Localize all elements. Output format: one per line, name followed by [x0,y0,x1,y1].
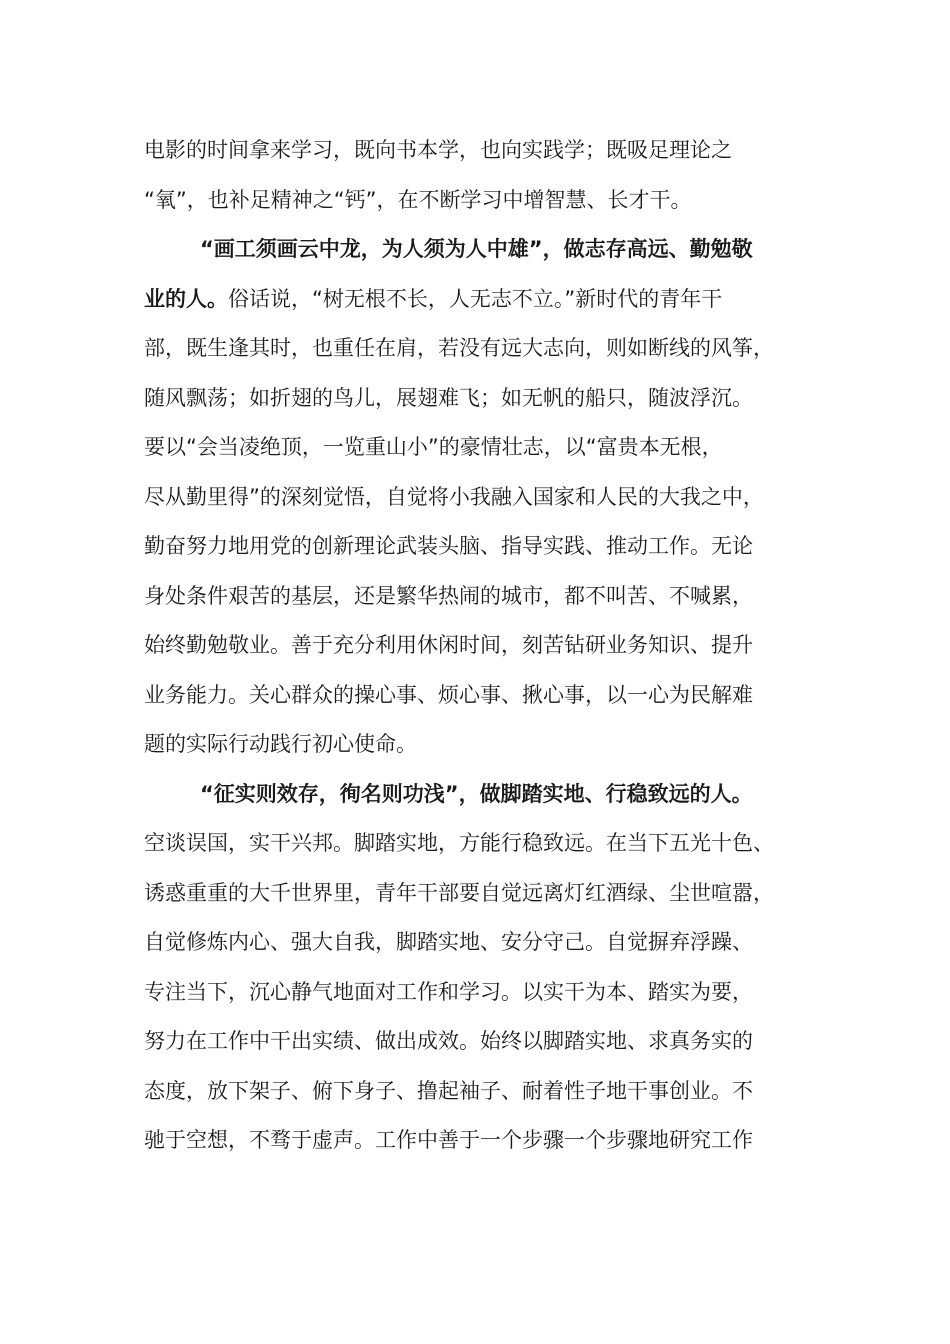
line-text: 随风飘荡；如折翅的鸟儿，展翅难飞；如无帆的船只，随波浮沉。 [144,385,753,410]
text-line [144,522,810,572]
line-text: 态度，放下架子、俯下身子、撸起袖子、耐着性子地干事创业。不 [144,1078,753,1103]
text-line [144,1116,810,1166]
bold-heading: “征实则效存，徇名则功浅”，做脚踏实地、行稳致远的人。 [200,781,753,806]
line-text: 部，既生逢其时，也重任在肩，若没有远大志向，则如断线的风筝， [144,336,774,360]
text-line [144,819,810,869]
text-line [144,869,810,919]
text-line [144,126,810,176]
text-line [144,423,810,473]
text-line [144,1067,810,1117]
line-text: 电影的时间拿来学习，既向书本学，也向实践学；既吸足理论之 [144,138,732,162]
bold-heading: 业的人。 [144,286,228,311]
line-text: 努力在工作中干出实绩、做出成效。始终以脚踏实地、求真务实的 [144,1029,753,1053]
paragraph-heading-line [144,770,810,820]
text-line [144,968,810,1018]
line-text: 驰于空想，不骛于虚声。工作中善于一个步骤一个步骤地研究工作 [144,1128,753,1152]
line-text: 俗话说，“树无根不长，人无志不立。”新时代的青年干 [228,286,723,311]
document-body [144,126,810,1166]
text-line [144,176,810,226]
line-text: 尽从勤里得”的深刻觉悟，自觉将小我融入国家和人民的大我之中， [144,484,764,509]
line-text: 自觉修炼内心、强大自我，脚踏实地、安分守己。自觉摒弃浮躁、 [144,930,753,954]
line-text: 要以“会当凌绝顶，一览重山小”的豪情壮志，以“富贵本无根， [144,435,723,459]
line-text: 身处条件艰苦的基层，还是繁华热闹的城市，都不叫苦、不喊累， [144,583,753,608]
line-text: 始终勤勉敬业。善于充分利用休闲时间，刻苦钻研业务知识、提升 [144,633,753,657]
text-line [144,374,810,424]
text-line [144,671,810,721]
paragraph-heading-line [144,225,810,275]
text-line [144,621,810,671]
line-text: 题的实际行动践行初心使命。 [144,732,417,756]
text-line [144,572,810,622]
bold-heading: “画工须画云中龙，为人须为人中雄”，做志存高远、勤勉敬 [200,237,753,261]
text-line [144,473,810,523]
text-line [144,720,810,770]
text-line [144,1017,810,1067]
line-text: 勤奋努力地用党的创新理论武装头脑、指导实践、推动工作。无论 [144,534,753,558]
line-text: 业务能力。关心群众的操心事、烦心事、揪心事，以一心为民解难 [144,682,753,707]
line-text: 空谈误国，实干兴邦。脚踏实地，方能行稳致远。在当下五光十色、 [144,831,774,855]
line-text: 专注当下，沉心静气地面对工作和学习。以实干为本、踏实为要， [144,979,753,1004]
line-text: “氧”，也补足精神之“钙”，在不断学习中增智慧、长才干。 [144,187,692,212]
text-line [144,918,810,968]
line-text: 诱惑重重的大千世界里，青年干部要自觉远离灯红酒绿、尘世喧嚣， [144,880,774,905]
text-line [144,324,810,374]
text-line [144,275,810,325]
